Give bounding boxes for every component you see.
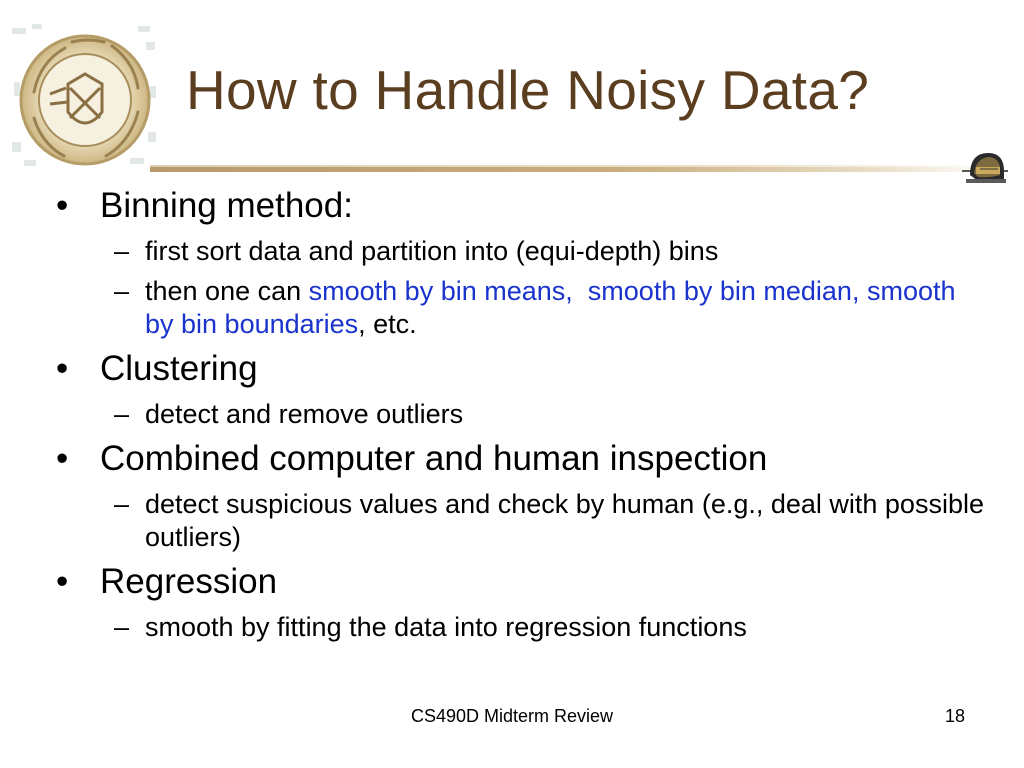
highlight-bin-median-boundaries: smooth by bin median, smooth by bin boundaries (145, 276, 956, 339)
bullet-label: Clustering (100, 349, 258, 388)
subitem (56, 235, 986, 268)
bullet-label: Binning method: (100, 186, 353, 225)
title-divider (150, 167, 995, 172)
bullet-regression (56, 560, 986, 604)
subitem-text: detect and remove outliers (145, 399, 464, 429)
subitem (56, 398, 986, 431)
bullet-marker: • (56, 186, 69, 225)
dash-marker: – (114, 236, 130, 266)
subitem-text: smooth by fitting the data into regression functions (145, 612, 747, 642)
dash-marker: – (114, 276, 130, 306)
slide-title: How to Handle Noisy Data? (186, 59, 870, 121)
subitem (56, 275, 986, 341)
dash-marker: – (114, 399, 130, 429)
dash-marker: – (114, 489, 130, 519)
footer-page-number: 18 (944, 706, 965, 726)
highlight-bin-means: smooth by bin means, (308, 276, 573, 306)
bullet-label: Regression (100, 562, 278, 601)
bullet-marker: • (56, 439, 69, 478)
dash-marker: – (114, 612, 130, 642)
bullet-marker: • (56, 349, 69, 388)
subitem-text: first sort data and partition into (equi-depth) bins (145, 236, 719, 266)
subitem-text-prefix: then one can (145, 276, 309, 306)
highlight-gap (573, 276, 588, 306)
bullet-list (56, 178, 986, 644)
subitem-text: detect suspicious values and check by human (e.g., deal with possible outliers) (145, 489, 984, 552)
bullet-combined-inspection (56, 437, 986, 481)
bullet-binning (56, 184, 986, 228)
bullet-clustering (56, 347, 986, 391)
university-seal-icon (10, 22, 160, 172)
subitem (56, 611, 986, 644)
bullet-label: Combined computer and human inspection (100, 439, 768, 478)
footer-course-title: CS490D Midterm Review (410, 706, 614, 726)
subitem-text-suffix: , etc. (358, 309, 417, 339)
bullet-marker: • (56, 562, 69, 601)
subitem (56, 488, 986, 554)
